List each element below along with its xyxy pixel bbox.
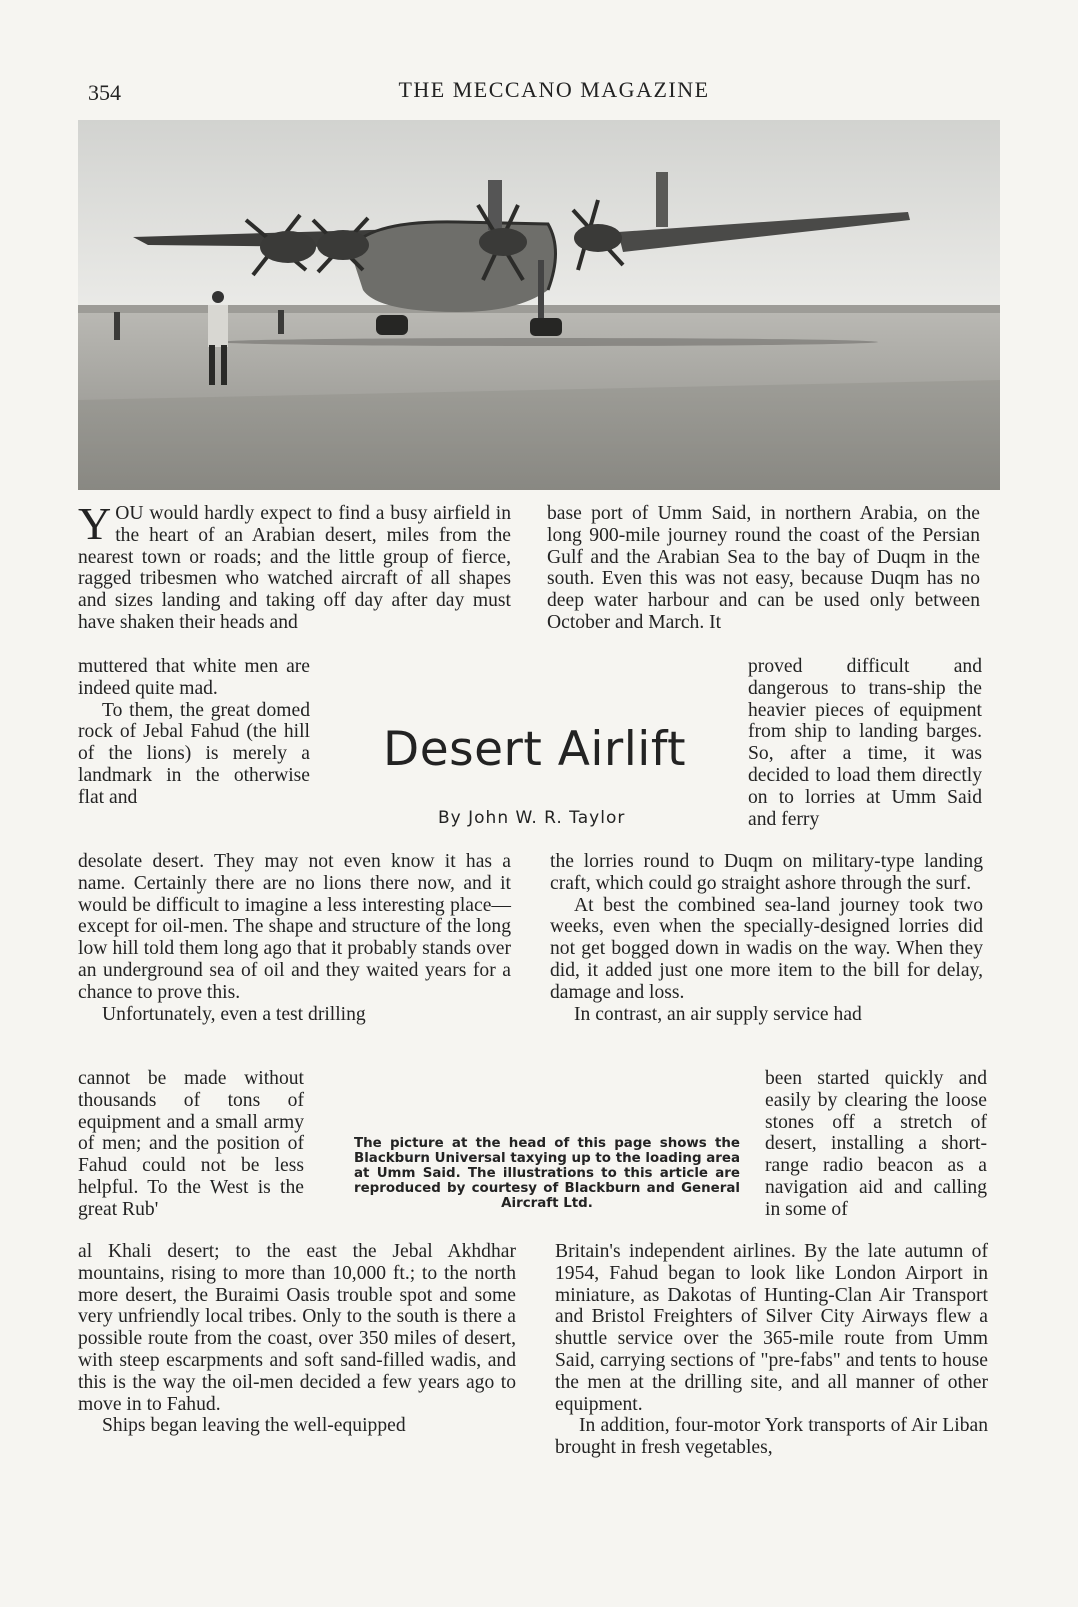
paragraph: proved difficult and dangerous to trans-ship the heavier pieces of equipment from ship to landing barges. So, after a time, it was decided to load them directly on to lorries at Umm Said and ferry [748,656,982,830]
left-column-top [78,498,511,634]
page-number: 354 [88,80,121,105]
right-column-bottom [555,1241,988,1459]
paragraph: OU would hardly expect to find a busy airfield in the heart of an Arabian desert, miles from the nearest town or roads; and the little group of fierce, ragged tribesmen who watched aircraft of all shapes and sizes landing and taking off day after day must have shaken their heads and [78,503,511,633]
paragraph: To them, the great domed rock of Jebal Fahud (the hill of the lions) is merely a landmark in the otherwise flat and [78,699,310,808]
article-byline: By John W. R. Taylor [438,808,626,828]
paragraph: Ships began leaving the well-equipped [102,1415,406,1437]
paragraph: al Khali desert; to the east the Jebal Akhdhar mountains, rising to more than 10,000 ft.; to the north more desert, the Buraimi Oasis trouble spot and some very unfriendly local tribes. Only to the south is there a possible route from the coast, over 350 miles of desert, with steep escarpments and soft sand-filled wadis, and this is the way the oil-men decided a few years ago to move in to Fahud. [78,1241,516,1415]
right-column-top [547,503,980,634]
paragraph: In contrast, an air supply service had [574,1003,862,1025]
photo-caption: The picture at the head of this page shows the Blackburn Universal taxying up to the loading area at Umm Said. The illustrations to this article are reproduced by courtesy of Blackburn and General Aircraft Ltd. [354,1136,740,1211]
paragraph: Britain's independent airlines. By the late autumn of 1954, Fahud began to look like London Airport in miniature, as Dakotas of Hunting-Clan Air Transport and Bristol Freighters of Silver City Airways flew a shuttle service over the 365-mile route from Umm Said, carrying sections of "pre-fabs" and tents to house the men at the drilling site, and all manner of other equipment. [555,1241,988,1415]
left-column-wrap-2 [78,1068,304,1221]
right-column-wrap-1 [748,656,982,830]
article-title: Desert Airlift [383,722,686,777]
left-column-wrap-1 [78,656,310,809]
paragraph: Unfortunately, even a test drilling [102,1003,366,1025]
drop-cap: Y [78,498,112,549]
paragraph: At best the combined sea-land journey took two weeks, even when the specially-designed lorries did not get bogged down in wadis on the way. When they did, it added just one more item to the bill for delay, damage and loss. [550,894,983,1003]
left-column-bottom [78,1241,516,1437]
paragraph: desolate desert. They may not even know it has a name. Certainly there are no lions there now, and it would be difficult to imagine a less interesting place—except for oil-men. The shape and structure of the long low hill told them long ago that it probably stands over an underground sea of oil and they waited years for a chance to prove this. [78,851,511,1003]
paragraph: cannot be made without thousands of tons of equipment and a small army of men; and the position of Fahud could not be less helpful. To the West is the great Rub' [78,1068,304,1220]
right-column-wrap-2 [765,1068,987,1221]
paragraph: In addition, four-motor York transports of Air Liban brought in fresh vegetables, [555,1415,988,1459]
paragraph: muttered that white men are indeed quite mad. [78,656,310,699]
paragraph: the lorries round to Duqm on military-type landing craft, which could go straight ashore through the surf. [550,851,983,894]
airplane-photo [78,120,1000,490]
right-column-mid [550,851,983,1025]
running-header: THE MECCANO MAGAZINE [398,77,710,102]
paragraph: base port of Umm Said, in northern Arabia, on the long 900-mile journey round the coast of the Persian Gulf and the Arabian Sea to the bay of Duqm in the south. Even this was not easy, because Duqm has no deep water harbour and can be used only between October and March. It [547,503,980,633]
paragraph: been started quickly and easily by clearing the loose stones off a stretch of desert, installing a short-range radio beacon as a navigation aid and calling in some of [765,1068,987,1220]
left-column-mid [78,851,511,1025]
